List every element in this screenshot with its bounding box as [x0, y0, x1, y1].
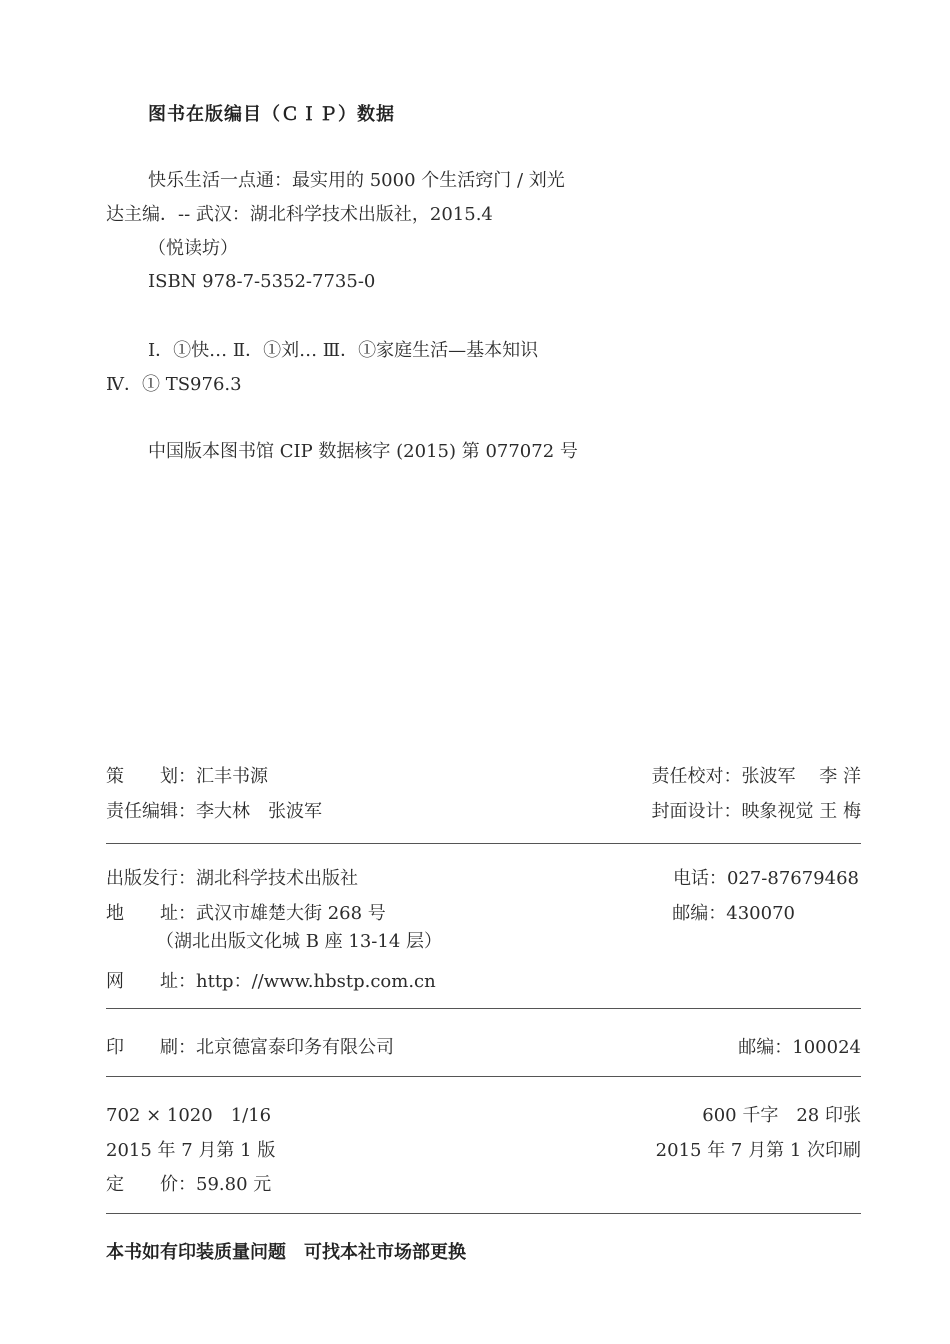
proofread-value: 张波军 李 洋	[741, 766, 861, 787]
word-count: 600 千字 28 印张	[702, 1105, 861, 1126]
phone-value: 027-87679468	[726, 868, 859, 889]
cip-title-line1: 快乐生活一点通：最实用的 5000 个生活窍门 / 刘光	[148, 170, 565, 191]
divider-4	[106, 1213, 861, 1214]
address-label: 地 址：	[106, 903, 196, 924]
edition: 2015 年 7 月第 1 版	[106, 1140, 276, 1161]
specs-row-1	[106, 1101, 861, 1125]
website-value: http：//www.hbstp.com.cn	[196, 971, 436, 992]
editor-label: 责任编辑：	[106, 801, 196, 822]
publisher-postcode-value: 430070	[726, 903, 795, 924]
cip-verification: 中国版本图书馆 CIP 数据核字 (2015) 第 077072 号	[148, 441, 578, 462]
publisher-label: 出版发行：	[106, 868, 196, 889]
publisher-value: 湖北科学技术出版社	[196, 868, 358, 889]
cip-isbn: ISBN 978-7-5352-7735-0	[148, 271, 376, 292]
phone-label: 电话：	[672, 868, 727, 889]
cover-design-value: 映象视觉 王 梅	[741, 801, 861, 822]
credits-row-2	[106, 797, 861, 821]
divider-3	[106, 1076, 861, 1077]
website-label: 网 址：	[106, 971, 196, 992]
quality-notice: 本书如有印装质量问题 可找本社市场部更换	[106, 1242, 466, 1263]
printing: 2015 年 7 月第 1 次印刷	[655, 1140, 861, 1161]
printer-label: 印 刷：	[106, 1037, 196, 1058]
planning-label: 策 划：	[106, 766, 196, 787]
proofread-label: 责任校对：	[651, 766, 742, 787]
printer-postcode-label: 邮编：	[738, 1037, 793, 1058]
specs-row-3	[106, 1170, 861, 1194]
cover-design-label: 封面设计：	[651, 801, 742, 822]
address-row	[106, 899, 861, 923]
divider-2	[106, 1008, 861, 1009]
price-label: 定 价：	[106, 1174, 196, 1195]
cip-heading: 图书在版编目（ＣＩＰ）数据	[148, 104, 395, 125]
cip-title-line2: 达主编．-- 武汉：湖北科学技术出版社，2015.4	[106, 204, 493, 225]
credits-row-1	[106, 762, 861, 786]
address-line2: （湖北出版文化城 B 座 13-14 层）	[156, 931, 443, 952]
specs-row-2	[106, 1136, 861, 1160]
cip-classification-line1: Ⅰ．①快… Ⅱ．①刘… Ⅲ．①家庭生活—基本知识	[148, 340, 539, 361]
printer-postcode-value: 100024	[792, 1037, 861, 1058]
divider-1	[106, 843, 861, 844]
editor-value: 李大林 张波军	[196, 801, 322, 822]
cip-series: （悦读坊）	[148, 238, 238, 259]
printer-value: 北京德富泰印务有限公司	[196, 1037, 394, 1058]
address-value: 武汉市雄楚大街 268 号	[196, 903, 386, 924]
format-spec: 702 × 1020 1/16	[106, 1105, 272, 1126]
cip-classification-line2: Ⅳ．① TS976.3	[106, 374, 242, 395]
publisher-postcode-label: 邮编：	[672, 903, 727, 924]
website-row	[106, 967, 861, 991]
publisher-row	[106, 864, 861, 888]
planning-value: 汇丰书源	[196, 766, 268, 787]
printer-row	[106, 1033, 861, 1057]
price-value: 59.80 元	[196, 1174, 272, 1195]
